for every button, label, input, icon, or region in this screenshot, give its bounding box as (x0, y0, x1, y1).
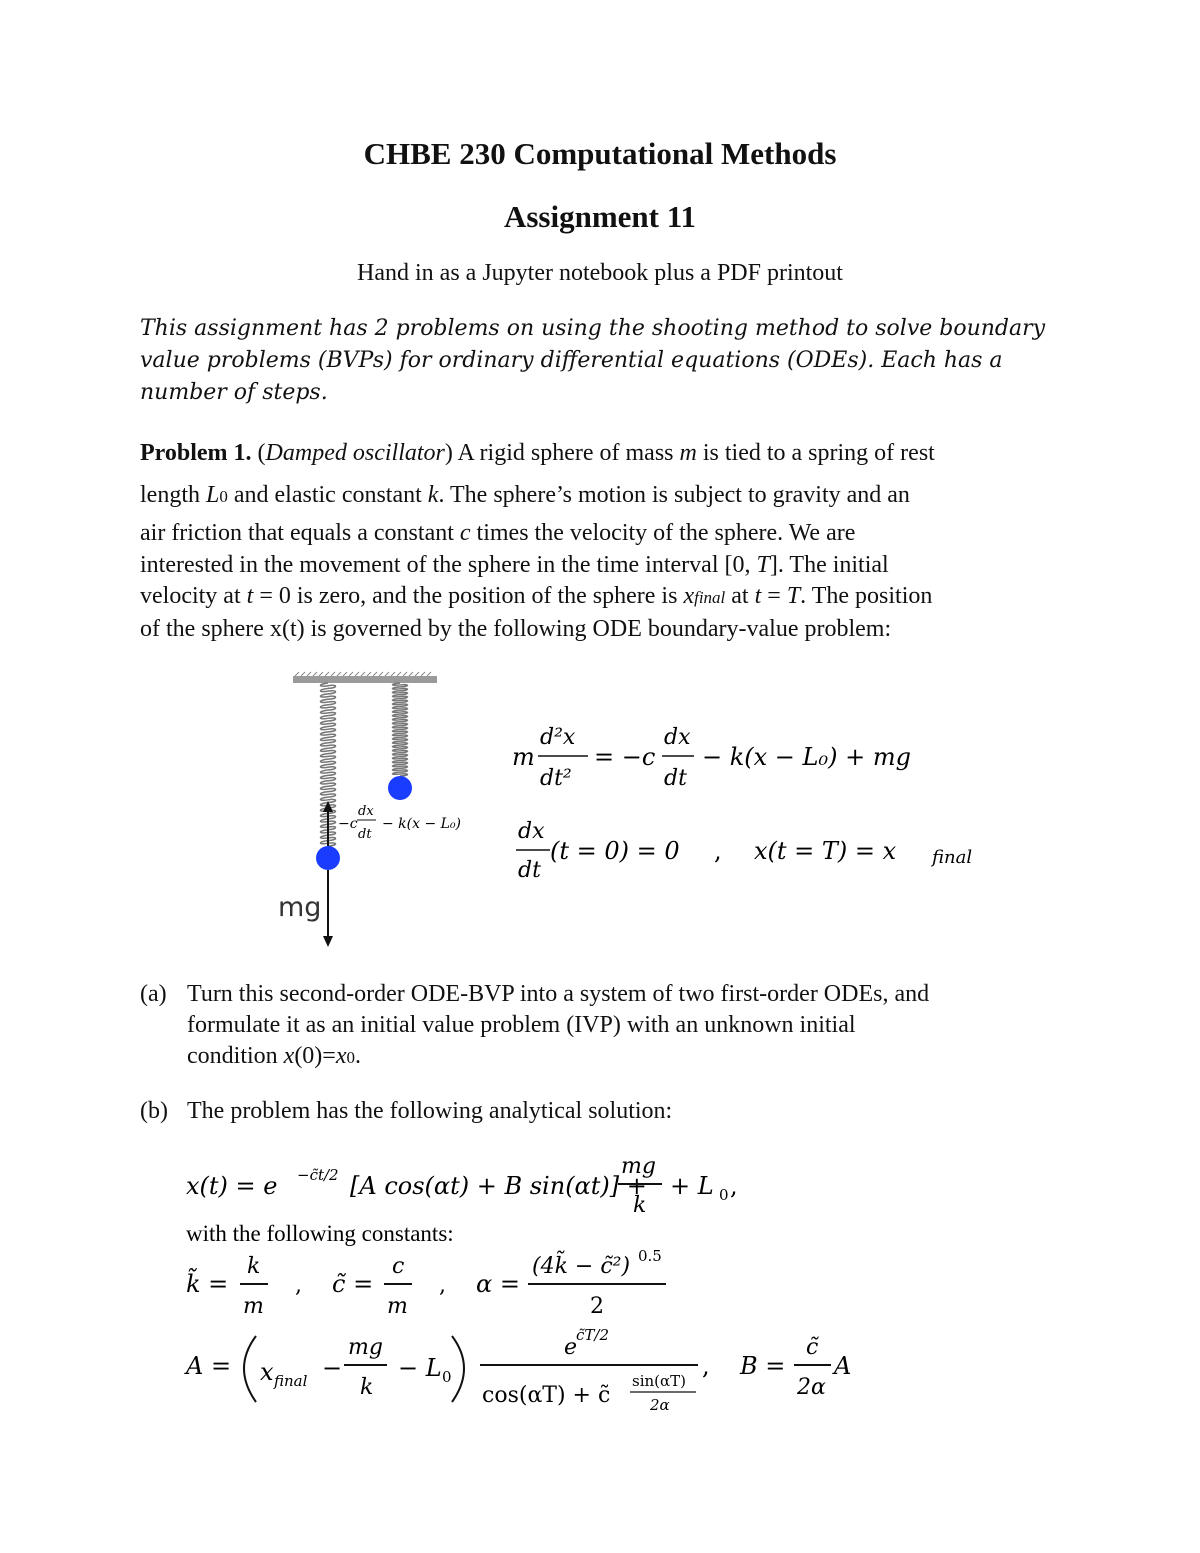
analytical-solution (180, 1146, 880, 1431)
bc-condition-2: x(t = T) = x (754, 837, 897, 865)
assignment-title: Assignment 11 (503, 199, 697, 234)
sol-tail-sub: 0 (719, 1186, 729, 1204)
intro-line: value problems (BVPs) for ordinary differential equations (ODEs). Each has a (140, 348, 1003, 373)
ktilde-lhs: k̃ = (186, 1270, 229, 1298)
A-L0-sub: 0 (442, 1368, 452, 1386)
oscillator-figure (260, 668, 1020, 958)
text: velocity at (140, 583, 247, 609)
text: is tied to a spring of rest (696, 440, 935, 466)
paren: ( (257, 440, 266, 466)
text: (0)= (294, 1043, 336, 1069)
c-den: m (387, 1294, 408, 1319)
text: . The position (800, 583, 933, 609)
part-a-label: (a) (140, 981, 167, 1007)
A-final: final (274, 1372, 308, 1390)
var-t: t (754, 583, 762, 609)
part-b-text: The problem has the following analytical solution: (187, 1098, 673, 1124)
document-title: CHBE 230 Computational Methods (363, 136, 837, 171)
intro-paragraph (140, 313, 1070, 409)
alpha-num: (4k̃ − c̃²) (532, 1254, 631, 1279)
A-den-den: 2α (650, 1396, 670, 1414)
var-x: x (335, 1043, 347, 1069)
ctilde-lhs: c̃ = (332, 1270, 374, 1298)
ode-m: m (512, 743, 535, 771)
sol-lhs: x(t) = e (186, 1172, 278, 1200)
subscript: 0 (346, 1048, 355, 1067)
A-paren-left (244, 1336, 256, 1402)
ode-dx: dx (664, 725, 691, 750)
problem-label: Problem 1. (140, 440, 252, 466)
text: = (761, 583, 787, 609)
A-num-exp: c̃T/2 (576, 1326, 610, 1344)
part-a-line: Turn this second-order ODE-BVP into a system of two first-order ODEs, and (187, 981, 930, 1007)
part-a-text (187, 979, 1067, 1073)
sphere-displaced (316, 846, 340, 870)
bc-dt: dt (518, 858, 541, 883)
text: ]. The initial (769, 551, 889, 578)
A-x: x (260, 1358, 274, 1386)
A-mg: mg (348, 1335, 383, 1360)
handin-instructions: Hand in as a Jupyter notebook plus a PDF printout (357, 260, 843, 286)
problem-1-line (140, 518, 1070, 550)
B-A: A (834, 1352, 852, 1380)
force-minus-c: −c (338, 816, 358, 832)
A-comma: , (702, 1352, 710, 1380)
ode-rest: − k(x − L₀) + mg (702, 743, 911, 771)
intro-line: number of steps. (140, 380, 328, 405)
var-L: L (206, 482, 220, 508)
var-t: t (246, 583, 254, 609)
problem-1-line (140, 581, 1070, 614)
mg-label: mg (278, 892, 322, 923)
var-k: k (427, 482, 439, 508)
A-minus: − (322, 1354, 343, 1382)
text: = 0 is zero, and the position of the sphere is (253, 583, 684, 609)
A-L0: − L (398, 1354, 442, 1382)
A-den: cos(αT) + c̃ (482, 1383, 611, 1408)
force-dx: dx (358, 804, 374, 819)
A-den-num: sin(αT) (632, 1372, 686, 1390)
sol-den: k (633, 1193, 647, 1218)
sol-num: mg (621, 1154, 656, 1179)
force-rest: − k(x − L₀) (382, 816, 462, 832)
text: ) A rigid sphere of mass (444, 440, 680, 466)
text: length (140, 482, 206, 508)
sol-comma: , (730, 1172, 738, 1200)
problem-1-line: of the sphere x(t) is governed by the following ODE boundary-value problem: (140, 615, 892, 642)
text: interested in the movement of the sphere in the time interval [0, (140, 551, 757, 578)
A-lhs: A = (186, 1352, 232, 1380)
var-T: T (786, 583, 801, 609)
sep-1: , (295, 1273, 302, 1298)
part-a-line (187, 1041, 1067, 1073)
text: times the velocity of the sphere. We are (470, 520, 856, 546)
sol-mid: [A cos(αt) + B sin(αt)] + (350, 1172, 647, 1200)
force-dt: dt (358, 827, 372, 842)
var-x: x (283, 1043, 295, 1069)
ode-dt2: dt² (540, 766, 572, 791)
sphere-rest (388, 776, 412, 800)
part-a (140, 979, 1070, 1079)
text: air friction that equals a constant (140, 520, 460, 546)
text: . (355, 1043, 361, 1069)
ceiling (293, 676, 437, 683)
sol-tail: + L (670, 1172, 714, 1200)
text: at (725, 583, 755, 609)
ode-eq: = −c (594, 743, 656, 771)
arrowhead-down (323, 936, 333, 947)
A-num: e (564, 1335, 578, 1360)
constants-intro: with the following constants: (186, 1221, 454, 1246)
subscript: 0 (219, 487, 228, 506)
A-k: k (360, 1375, 374, 1400)
B-lhs: B = (740, 1352, 786, 1380)
var-c: c (459, 520, 471, 546)
A-paren-right (452, 1336, 464, 1402)
var-T: T (756, 551, 770, 578)
subscript: final (694, 588, 726, 607)
problem-1-line (140, 436, 1070, 478)
alpha-exp: 0.5 (638, 1247, 662, 1265)
text: and elastic constant (227, 482, 428, 508)
B-den: 2α (797, 1375, 826, 1400)
bc-condition-1: (t = 0) = 0 (550, 837, 680, 865)
part-b (140, 1096, 1070, 1136)
sep-2: , (439, 1273, 446, 1298)
problem-topic: Damped oscillator (265, 440, 445, 466)
problem-1-paragraph (140, 436, 1070, 645)
bc-final-sub: final (932, 847, 973, 868)
c-num: c (392, 1254, 405, 1279)
k-den: m (243, 1294, 264, 1319)
part-a-line: formulate it as an initial value problem (IVP) with an unknown initial (187, 1012, 856, 1038)
B-num: c̃ (806, 1335, 819, 1360)
bc-comma: , (714, 837, 722, 865)
k-num: k (247, 1254, 261, 1279)
problem-1-line (140, 550, 1070, 582)
problem-1-line (140, 478, 1070, 518)
var-x: x (683, 583, 695, 609)
intro-line: This assignment has 2 problems on using the shooting method to solve boundary (140, 316, 1046, 341)
sol-exp: −c̃t/2 (297, 1166, 339, 1184)
alpha-lhs: α = (476, 1270, 520, 1298)
alpha-den: 2 (590, 1294, 604, 1319)
part-b-label: (b) (140, 1098, 168, 1124)
ode-d2x: d²x (540, 725, 576, 750)
text: condition (187, 1043, 284, 1069)
ode-dt: dt (664, 766, 687, 791)
bc-dx: dx (518, 819, 545, 844)
ceiling-hatch (295, 672, 431, 676)
short-spring (393, 683, 408, 776)
text: . The sphere’s motion is subject to gravity and an (438, 482, 910, 508)
var-m: m (679, 440, 697, 466)
